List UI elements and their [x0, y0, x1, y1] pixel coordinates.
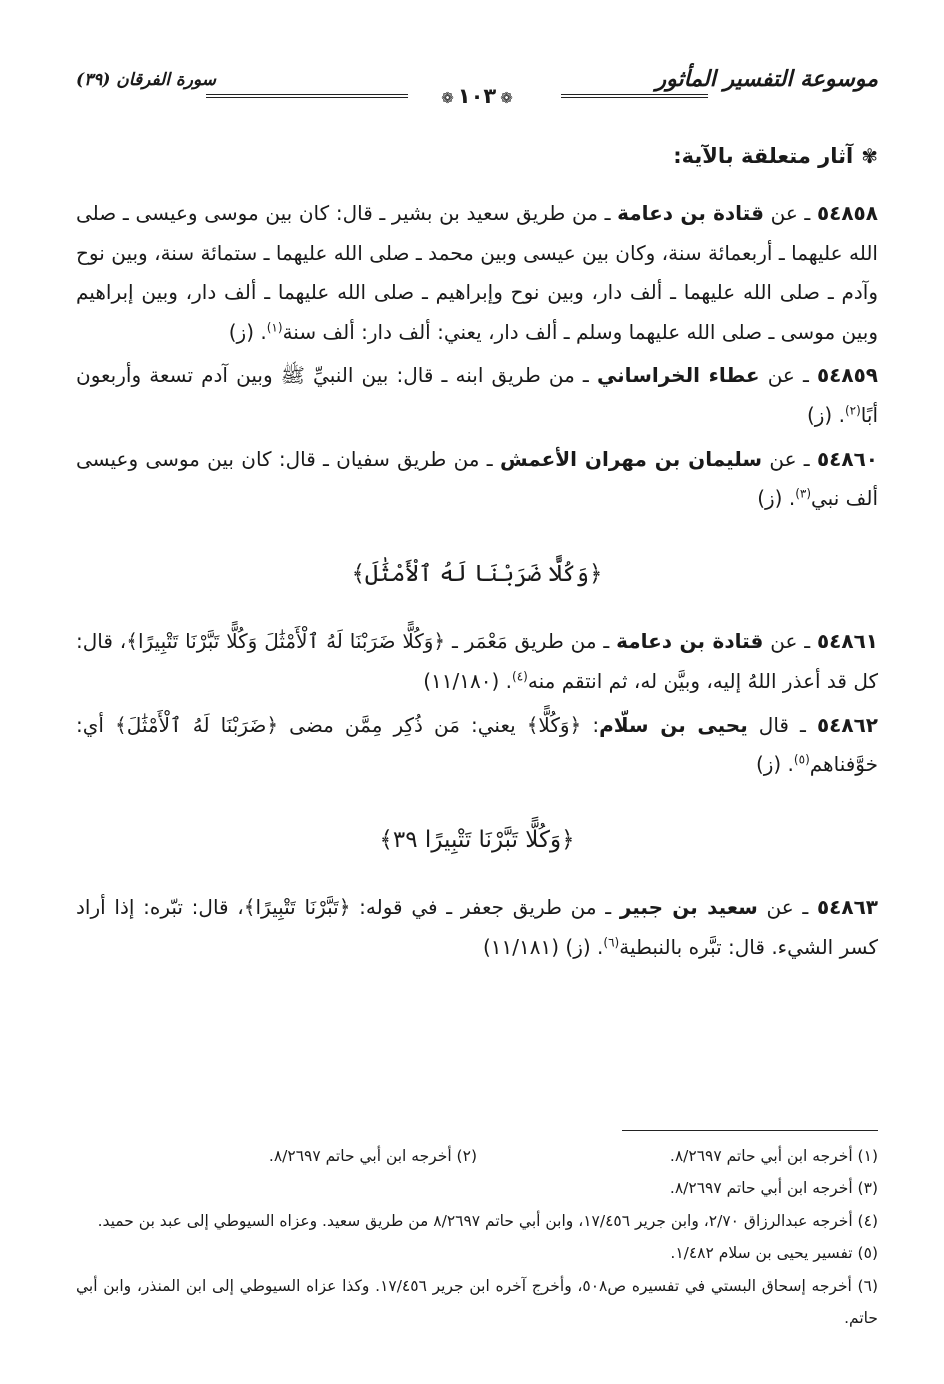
page: [76, 58, 878, 1364]
surah-title: سورة الفرقان (٣٩): [76, 70, 217, 90]
athar-entry: [76, 706, 878, 785]
entry-number: ٥٤٨٥٨: [816, 201, 878, 225]
section-heading: [673, 144, 878, 168]
entry-text: ـ من طريق جعفر ـ في قوله: ﴿تَبَّرْنَا تَتْبِيرًا﴾، قال: تبّره: إذا أراد كسر الشيء. قال: تبَّره بالنبطية: [76, 895, 878, 959]
running-header: [76, 58, 878, 106]
entry-narrator: عطاء الخراساني: [596, 363, 760, 388]
entry-narrator: قتادة بن دعامة: [616, 629, 764, 654]
entry-prefix: ـ عن: [763, 201, 817, 225]
footnote-3: (٣) أخرجه ابن أبي حاتم ٨/٢٦٩٧.: [669, 1179, 878, 1198]
entry-number: ٥٤٨٦١: [816, 629, 878, 654]
athar-entry: [76, 440, 878, 519]
entry-tail: . (ز) (١١/١٨١): [482, 934, 604, 959]
entry-text: ـ من طريق مَعْمَر ـ ﴿وَكُلًّا ضَرَبْنَا لَهُ ٱلْأَمْثَٰلَ وَكُلًّا تَبَّرْنَا تَتْبِيرًا﴾، قال: كل قد أعذر اللهُ إليه، وبيَّن له، ثم انتقم منه: [76, 629, 878, 693]
entry-number: ٥٤٨٦٢: [816, 712, 878, 737]
footnote-ref: (٤): [512, 669, 528, 684]
flower-icon: ✾: [861, 144, 878, 168]
footnote-row: [76, 1140, 878, 1172]
entry-tail: . (ز): [228, 319, 267, 344]
entry-text: ـ من طريق ابنه ـ قال: بين النبيِّ ﷺ وبين آدم تسعة وأربعون أبًا: [76, 363, 878, 427]
entry-text: ـ من طريق سفيان ـ قال: كان بين موسى وعيسى ألف نبي: [76, 446, 878, 511]
entry-tail: . (١١/١٨٠): [423, 668, 513, 693]
body-text: [76, 194, 878, 972]
footnote-5: (٥) تفسير يحيى بن سلام ١/٤٨٢.: [670, 1244, 878, 1263]
footnote-ref: (٣): [795, 486, 812, 501]
header-rule-right: [561, 94, 708, 98]
footnote-separator: [622, 1130, 878, 1131]
footnote-4: (٤) أخرجه عبدالرزاق ٢/٧٠، وابن جرير ١٧/٤٥٦، وابن أبي حاتم ٨/٢٦٩٧ من طريق سعيد. وعزاه السيوطي إلى عبد بن حميد.: [97, 1211, 878, 1230]
entry-prefix: ـ عن: [757, 895, 817, 920]
ayah-heading: ﴿وَكُلًّا ضَرَبْنَا لَهُ ٱلْأَمْثَٰلَ﴾: [351, 560, 603, 587]
footnotes: [76, 1140, 878, 1334]
entry-prefix: ـ عن: [763, 629, 817, 654]
footnote-2: (٢) أخرجه ابن أبي حاتم ٨/٢٦٩٧.: [268, 1147, 477, 1165]
ayah-heading: ﴿وَكُلًّا تَبَّرْنَا تَتْبِيرًا ٣٩﴾: [379, 826, 575, 853]
entry-narrator: سعيد بن جبير: [619, 895, 758, 920]
ornament-icon: ❁: [500, 89, 513, 107]
entry-narrator: قتادة بن دعامة: [617, 201, 764, 225]
header-rule-left: [206, 94, 408, 98]
ornament-icon: ❁: [441, 89, 454, 107]
page-number-value: ١٠٣: [457, 84, 497, 108]
footnote-6: (٦) أخرجه إسحاق البستي في تفسيره ص٥٠٨، وأخرج آخره ابن جرير ١٧/٤٥٦. وكذا عزاه السيوطي إلى ابن المنذر، وابن أبي حاتم.: [76, 1276, 878, 1328]
athar-entry: [76, 356, 878, 435]
entry-tail: . (ز): [806, 402, 845, 427]
footnote-ref: (٦): [603, 935, 620, 950]
entry-text: : ﴿وَكُلًّا﴾ يعني: مَن ذُكِر مِمَّن مضى ﴿ضَرَبْنَا لَهُ ٱلْأَمْثَٰلَ﴾ أي: خوَّفناهم: [76, 712, 878, 777]
entry-tail: . (ز): [757, 486, 796, 511]
footnote-ref: (٥): [793, 752, 810, 767]
entry-number: ٥٤٨٥٩: [816, 363, 879, 388]
entry-number: ٥٤٨٦٠: [816, 446, 878, 471]
entry-narrator: سليمان بن مهران الأعمش: [499, 446, 763, 471]
footnote-ref: (٢): [844, 403, 861, 418]
entry-prefix: ـ قال: [747, 712, 817, 737]
page-number: [437, 84, 517, 108]
entry-prefix: ـ عن: [759, 363, 817, 388]
section-heading-text: آثار متعلقة بالآية:: [673, 144, 854, 168]
footnote-ref: (١): [266, 320, 283, 335]
entry-number: ٥٤٨٦٣: [816, 895, 878, 920]
entry-text: ـ من طريق سعيد بن بشير ـ قال: كان بين موسى وعيسى ـ صلى الله عليهما ـ أربعمائة سنة، وكان بين عيسى وبين محمد ـ صلى الله عليهما ـ ستمائة سنة، وبين نوح وآدم ـ صلى الله عليهما ـ ألف دار، وبين نوح وإبراهيم ـ صلى الله عليهما ـ ألف دار، وبين إبراهيم وبين موسى ـ صلى الله عليهما وسلم ـ ألف دار، يعني: ألف دار: ألف سنة: [76, 201, 878, 344]
athar-entry: [76, 622, 878, 701]
entry-narrator: يحيى بن سلّام: [599, 712, 748, 737]
footnote-1: (١) أخرجه ابن أبي حاتم ٨/٢٦٩٧.: [669, 1147, 878, 1165]
entry-prefix: ـ عن: [762, 446, 817, 471]
athar-entry: [76, 888, 878, 967]
entry-tail: . (ز): [755, 752, 794, 777]
athar-entry: [76, 194, 878, 352]
book-title: موسوعة التفسير المأثور: [655, 66, 878, 92]
